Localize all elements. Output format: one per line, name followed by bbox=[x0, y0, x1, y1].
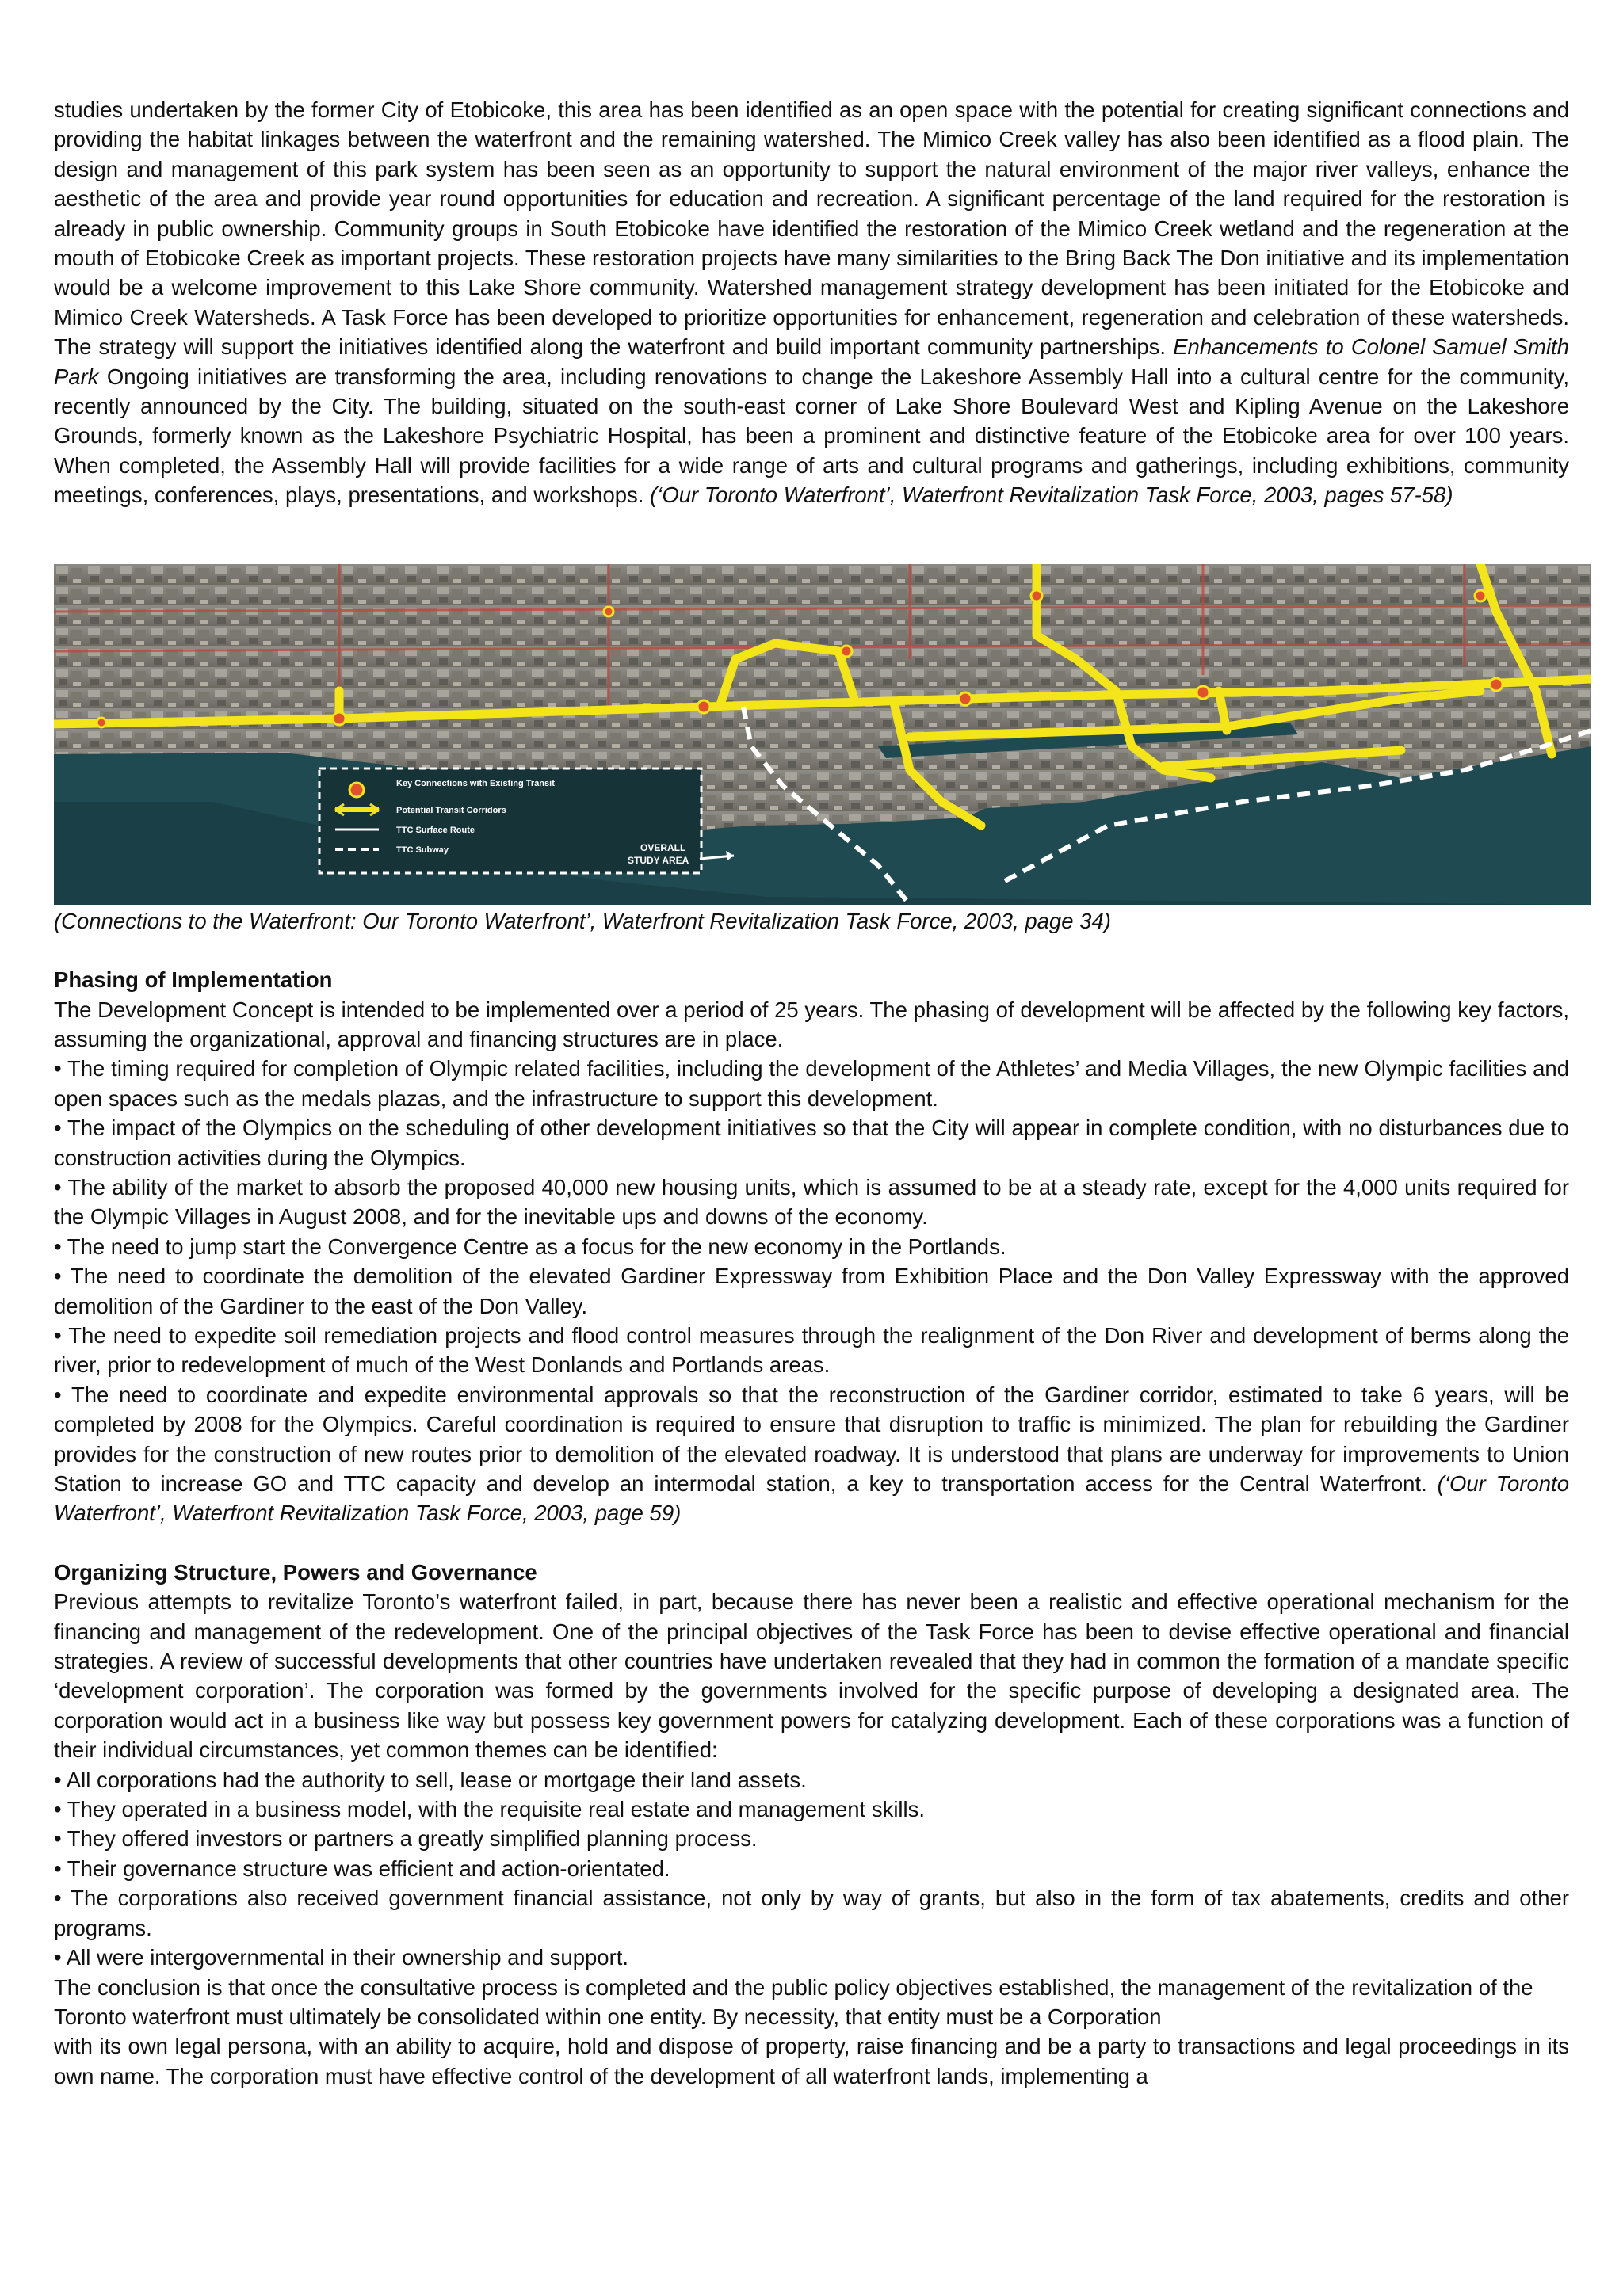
legend-item-key-connections: Key Connections with Existing Transit bbox=[396, 778, 555, 788]
legend-item-ttc-subway: TTC Subway bbox=[396, 845, 449, 855]
phasing-bullet-6: • The need to expedite soil remediation projects and flood control measures through the realignment of the Don River and development of berms along the river, prior to redevelopment of much of the West Donlands and Portlands areas. bbox=[54, 1322, 1569, 1378]
governance-bullet-5: • The corporations also received government financial assistance, not only by way of grants, but also in the form of tax abatements, credits and other programs. bbox=[54, 1886, 1569, 1940]
legend-item-ttc-surface: TTC Surface Route bbox=[396, 825, 475, 835]
governance-heading: Organizing Structure, Powers and Governance bbox=[54, 1559, 537, 1585]
phasing-citation: (‘Our Toronto Waterfront’, Waterfront Revitalization Task Force, 2003, page 59) bbox=[54, 1471, 1569, 1526]
phasing-bullet-3: • The ability of the market to absorb the proposed 40,000 new housing units, which is assumed to be at a steady rate, except for the 4,000 units required for the Olympic Villages in August 2008, and for the inevitable ups and downs of the economy. bbox=[54, 1174, 1569, 1230]
intro-text-1: studies undertaken by the former City of Etobicoke, this area has been identified as an open space with the potential for creating significant connections and providing the habitat linkages between the waterfront and the remaining watershed. The Mimico Creek valley has also been identified as a flood plain. The design and management of this park system has been seen as an opportunity to support the natural environment of the major river valleys, enhance the aesthetic of the area and provide year round opportunities for education and recreation. A significant percentage of the land required for the restoration is already in public ownership. Community groups in South Etobicoke have identified the restoration of the Mimico Creek wetland and the regeneration at the mouth of Etobicoke Creek as important projects. These restoration projects have many similarities to the Bring Back The Don initiative and its implementation would be a welcome improvement to this Lake Shore community. Watershed management strategy development has been initiated for the Etobicoke and Mimico Creek Watersheds. A Task Force has been developed to prioritize opportunities for enhancement, regeneration and celebration of these watersheds. The strategy will support the initiatives identified along the waterfront and build important community partnerships. bbox=[54, 97, 1569, 360]
intro-paragraph bbox=[54, 95, 1569, 510]
park-subheading: Enhancements to Colonel Samuel Smith Park bbox=[54, 334, 1569, 389]
phasing-intro: The Development Concept is intended to be implemented over a period of 25 years. The phasing of development will be affected by the following key factors, assuming the organizational, approval and financing structures are in place. bbox=[54, 997, 1569, 1051]
study-area-label-line2: STUDY AREA bbox=[628, 854, 689, 866]
governance-bullet-3: • They offered investors or partners a greatly simplified planning process. bbox=[54, 1826, 758, 1852]
governance-bullet-6: • All were intergovernmental in their ownership and support. bbox=[54, 1945, 629, 1970]
waterfront-connections-map bbox=[54, 564, 1623, 905]
intro-citation: (‘Our Toronto Waterfront’, Waterfront Revitalization Task Force, 2003, pages 57-58) bbox=[650, 482, 1453, 508]
governance-bullet-1: • All corporations had the authority to sell, lease or mortgage their land assets. bbox=[54, 1767, 807, 1792]
phasing-bullet-2: • The impact of the Olympics on the scheduling of other development initiatives so that the City will appear in complete condition, with no disturbances due to construction activities during the Olympics. bbox=[54, 1116, 1569, 1170]
phasing-bullet-7-text: • The need to coordinate and expedite environmental approvals so that the reconstruction of the Gardiner corridor, estimated to take 6 years, will be completed by 2008 for the Olympics. Careful coordination is required to ensure that disruption to traffic is minimized. The plan for rebuilding the Gardiner provides for the construction of new routes prior to demolition of the elevated roadway. It is understood that plans are underway for improvements to Union Station to increase GO and TTC capacity and develop an intermodal station, a key to transportation access for the Central Waterfront. bbox=[54, 1382, 1569, 1496]
phasing-bullet-5: • The need to coordinate the demolition of the elevated Gardiner Expressway from Exhibition Place and the Don Valley Expressway with the approved demolition of the Gardiner to the east of the Don Valley. bbox=[54, 1264, 1569, 1318]
phasing-bullet-1: • The timing required for completion of Olympic related facilities, including the development of the Athletes’ and Media Villages, the new Olympic facilities and open spaces such as the medals plazas, and the infrastructure to support this development. bbox=[54, 1056, 1569, 1111]
figure-caption: (Connections to the Waterfront: Our Toronto Waterfront’, Waterfront Revitalization Task Force, 2003, page 34) bbox=[54, 908, 1111, 933]
governance-bullet-2: • They operated in a business model, with the requisite real estate and management skills. bbox=[54, 1797, 926, 1822]
map-image bbox=[54, 564, 1591, 905]
governance-conclusion-1: The conclusion is that once the consultative process is completed and the public policy objectives established, the management of the revitalization of the Toronto waterfront must ultimately be consolidated within one entity. By necessity, that entity must be a Corporation bbox=[54, 1974, 1533, 2029]
phasing-bullet-7 bbox=[54, 1380, 1569, 1528]
phasing-bullet-4: • The need to jump start the Convergence Centre as a focus for the new economy in the Portlands. bbox=[54, 1234, 1006, 1259]
governance-bullet-4: • Their governance structure was efficient and action-orientated. bbox=[54, 1855, 670, 1881]
governance-conclusion-2: with its own legal persona, with an ability to acquire, hold and dispose of property, raise financing and be a party to transactions and legal proceedings in its own name. The corporation must have effective control of the development of all waterfront lands, implementing a bbox=[54, 2034, 1569, 2088]
governance-intro: Previous attempts to revitalize Toronto’s waterfront failed, in part, because there has never been a realistic and effective operational mechanism for the financing and management of the redevelopment. One of the principal objectives of the Task Force has been to devise effective operational and financial strategies. A review of successful developments that other countries have undertaken revealed that they had in common the formation of a mandate specific ‘development corporation’. The corporation was formed by the governments involved for the specific purpose of developing a designated area. The corporation would act in a business like way but possess key government powers for catalyzing development. Each of these corporations was a function of their individual circumstances, yet common themes can be identified: bbox=[54, 1589, 1569, 1763]
intro-text-2: Ongoing initiatives are transforming the area, including renovations to change the Lakeshore Assembly Hall into a cultural centre for the community, recently announced by the City. The building, situated on the south-east corner of Lake Shore Boulevard West and Kipling Avenue on the Lakeshore Grounds, formerly known as the Lakeshore Psychiatric Hospital, has been a prominent and distinctive feature of the Etobicoke area for over 100 years. When completed, the Assembly Hall will provide facilities for a wide range of arts and cultural programs and gatherings, including exhibitions, community meetings, conferences, plays, presentations, and workshops. bbox=[54, 364, 1569, 508]
legend-item-transit-corridors: Potential Transit Corridors bbox=[396, 805, 506, 815]
study-area-label-line1: OVERALL bbox=[640, 841, 686, 853]
document-page bbox=[54, 95, 1569, 2091]
phasing-heading: Phasing of Implementation bbox=[54, 967, 333, 993]
